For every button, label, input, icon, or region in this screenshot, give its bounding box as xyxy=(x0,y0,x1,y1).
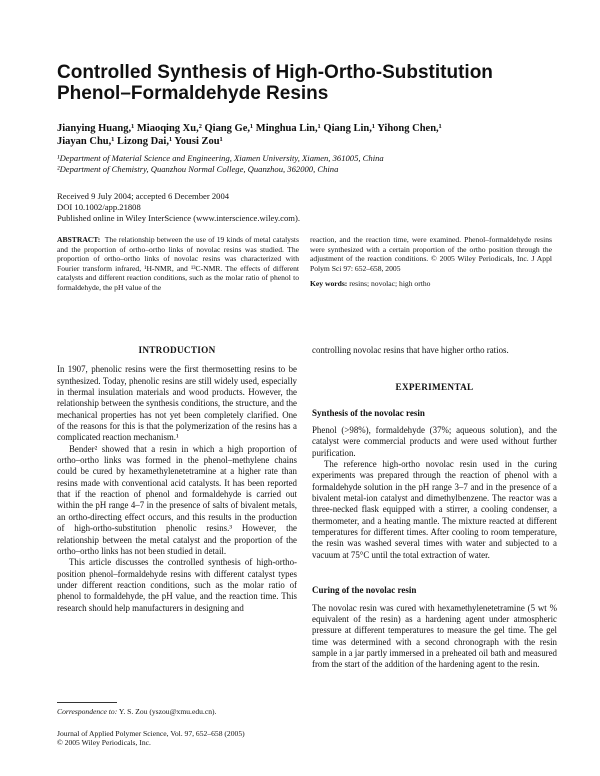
correspondence-label: Correspondence to: xyxy=(57,707,118,716)
footnotes xyxy=(57,702,297,748)
author-line-1: Jianying Huang,¹ Miaoqing Xu,² Qiang Ge,¹ Minghua Lin,¹ Qiang Lin,¹ Yihong Chen,¹ xyxy=(57,123,442,134)
keywords xyxy=(310,279,552,289)
paper-title: Controlled Synthesis of High-Ortho-Substitution Phenol–Formaldehyde Resins xyxy=(57,62,493,104)
right-column xyxy=(312,345,557,671)
abstract-label: ABSTRACT: xyxy=(57,235,101,244)
received-date: Received 9 July 2004; accepted 6 December 2004 xyxy=(57,191,230,201)
subheading-synthesis: Synthesis of the novolac resin xyxy=(312,407,425,418)
keywords-text: resins; novolac; high ortho xyxy=(349,279,431,289)
left-column xyxy=(57,345,297,614)
experimental-paragraph-1: Phenol (>98%), formaldehyde (37%; aqueous solution), and the catalyst were commercial products and were used without further purification. xyxy=(312,425,557,458)
affiliation-1: ¹Department of Material Science and Engineering, Xiamen University, Xiamen, 361005, China xyxy=(57,153,384,163)
journal-citation: Journal of Applied Polymer Science, Vol. 97, 652–658 (2005) xyxy=(57,728,245,738)
author-list xyxy=(57,123,557,148)
experimental-heading: EXPERIMENTAL xyxy=(395,382,474,393)
abstract-column-left xyxy=(57,235,299,293)
experimental-paragraph-3: The novolac resin was cured with hexamethylenetetramine (5 wt % equivalent of the resin) as a hardening agent under atmospheric pressure at different temperatures to measure the gel time. The gel time was determined with a second chronograph with the resin sample in a jar partly immersed in a preheated oil bath and measured from the start of the addition of the hardening agent to the resin. xyxy=(312,602,557,670)
affiliations xyxy=(57,153,557,175)
correspondence-text: Y. S. Zou (yszou@xmu.edu.cn). xyxy=(117,707,217,716)
abstract-text-right: reaction, and the reaction time, were examined. Phenol–formaldehyde resins were synthesized with a certain proportion of the ortho position through the adjustment of the reaction conditions. © 2005 Wiley Periodicals, Inc. J Appl Polym Sci 97: 652–658, 2005 xyxy=(310,235,552,273)
doi: DOI 10.1002/app.21808 xyxy=(57,202,141,212)
experimental-paragraph-2: The reference high-ortho novolac resin used in the curing experiments was prepared through the reaction of phenol with a formaldehyde solution in the pH range 3–7 and in the presence of a bivalent metal-ion catalyst and dimethylbenzene. The reactor was a three-necked flask equipped with a stirrer, a cooling condenser, a thermometer, and a heating mantle. The mixture reacted at different temperatures for different times. After cooling to room temperature, the resin was washed several times with water and subjected to a vacuum at 75°C until the total extraction of water. xyxy=(312,459,557,560)
correspondence xyxy=(57,707,297,717)
intro-paragraph-1: In 1907, phenolic resins were the first thermosetting resins to be synthesized. Today, phenolic resins are still widely used, especially in thermal insulation materials and wood products. However, the relationship between the synthesis conditions, the structure, and the mechanical properties has not yet been completely clarified. One of the reasons for this is that the polymerization of the resins has a complicated reaction mechanism.¹ xyxy=(57,364,297,443)
intro-paragraph-2: Bender² showed that a resin in which a high proportion of ortho–ortho links was formed in the phenol–methylene chains could be cured by hexamethylenetetramine at a higher rate than resins made with conventional acid catalysts. It has been reported that if the reaction of phenol and formaldehyde is carried out within the pH range 4–7 in the presence of salts of bivalent metals, an ortho-directing effect occurs, and this results in the production of high-ortho-substitution phenolic resins.³ However, the relationship between the metal catalyst and the proportion of the ortho–ortho links has not been studied in detail. xyxy=(57,443,297,556)
subheading-curing: Curing of the novolac resin xyxy=(312,585,417,596)
intro-paragraph-3-continued: controlling novolac resins that have higher ortho ratios. xyxy=(312,345,509,355)
abstract-text-left: The relationship between the use of 19 kinds of metal catalysts and the proportion of ortho–ortho links of novolac resins was studied. The proportion of ortho–ortho links of novolac resins was characterized with Fourier transform infrared, ¹H-NMR, and ¹³C-NMR. The effects of different catalysts and different reaction conditions, such as the molar ratio of phenol to formaldehyde, the pH value of the xyxy=(57,235,299,292)
published-online: Published online in Wiley InterScience (www.interscience.wiley.com). xyxy=(57,213,300,223)
copyright-notice: © 2005 Wiley Periodicals, Inc. xyxy=(57,738,151,747)
introduction-heading: INTRODUCTION xyxy=(138,345,216,355)
affiliation-2: ²Department of Chemistry, Quanzhou Normal College, Quanzhou, 362000, China xyxy=(57,164,339,174)
author-line-2: Jiayan Chu,¹ Lizong Dai,¹ Yousi Zou¹ xyxy=(57,135,223,147)
intro-paragraph-3: This article discusses the controlled synthesis of high-ortho-position phenol–formaldehyde resins with different catalyst types under different reaction conditions, such as the molar ratio of phenol to formaldehyde, the pH value, and the reaction time. This research should help manufacturers in designing and xyxy=(57,557,297,613)
keywords-label: Key words: xyxy=(310,279,348,289)
publication-dates xyxy=(57,191,557,224)
footnote-rule xyxy=(57,702,117,703)
abstract-paragraph xyxy=(57,235,299,293)
abstract-column-right xyxy=(310,235,552,289)
